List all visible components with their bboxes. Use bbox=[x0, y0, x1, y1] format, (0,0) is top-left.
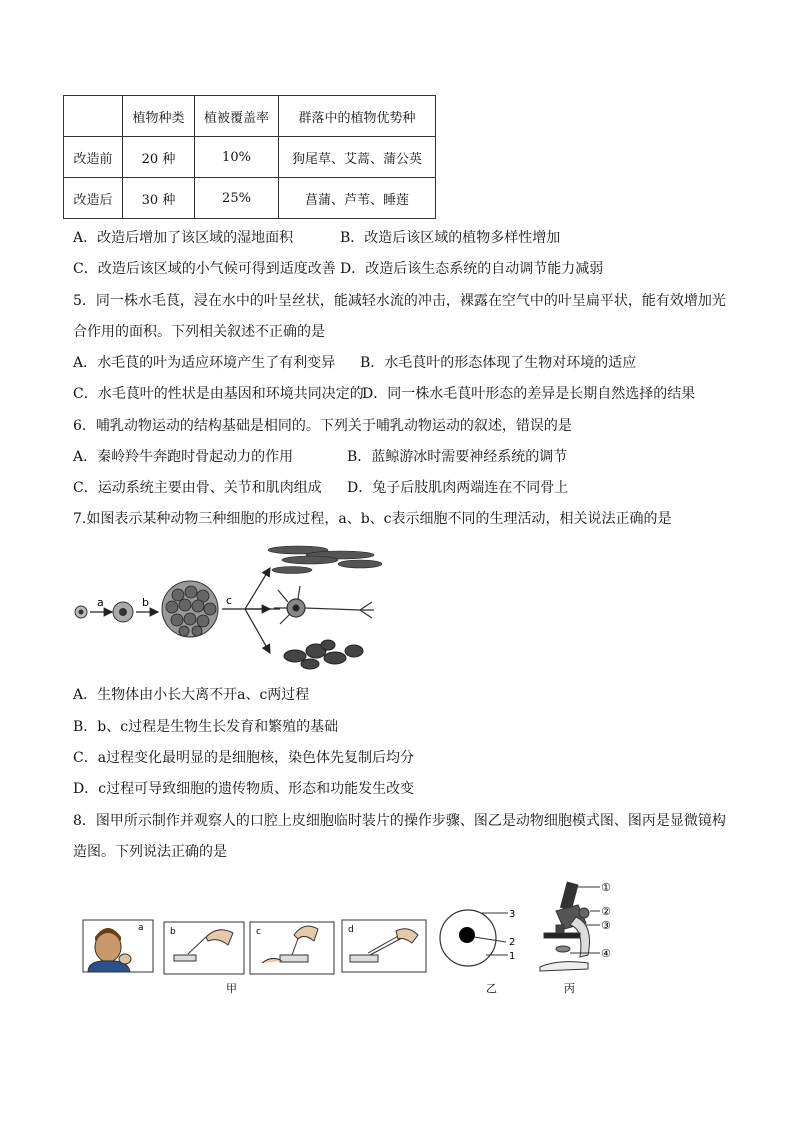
table-row bbox=[64, 137, 436, 178]
table-cell: 菖蒲、芦苇、睡莲 bbox=[279, 178, 436, 219]
table-cell: 狗尾草、艾蒿、蒲公英 bbox=[279, 137, 436, 178]
cell-label-membrane: 3 bbox=[509, 909, 516, 920]
q4-option-d: D．改造后该生态系统的自动调节能力减弱 bbox=[340, 261, 604, 277]
table-header-cell: 群落中的植物优势种 bbox=[279, 96, 436, 137]
arrow-to-blood bbox=[245, 609, 270, 653]
scope-label-mirror: ④ bbox=[601, 947, 611, 960]
q5-stem-line1: 5．同一株水毛茛，浸在水中的叶呈丝状，能减轻水流的冲击，裸露在空气中的叶呈扁平状，能有效增加光 bbox=[73, 293, 726, 309]
svg-text:c: c bbox=[256, 927, 261, 937]
grown-cell-icon bbox=[113, 602, 133, 622]
panel-c bbox=[250, 922, 334, 974]
q7-option-c: C．a过程变化最明显的是细胞核，染色体先复制后均分 bbox=[73, 750, 415, 766]
cell-label-nucleus: 2 bbox=[509, 937, 516, 948]
slide-preparation-figure bbox=[78, 875, 638, 1000]
q4-option-c: C．改造后该区域的小气候可得到适度改善 bbox=[73, 261, 336, 277]
muscle-cells-icon bbox=[268, 546, 382, 574]
label-c: c bbox=[226, 594, 233, 607]
panel-b bbox=[164, 922, 244, 974]
plant-survey-table bbox=[63, 95, 436, 219]
label-yi: 乙 bbox=[486, 982, 497, 995]
q5-option-b: B．水毛茛叶的形态体现了生物对环境的适应 bbox=[360, 355, 637, 371]
cell-label-cytoplasm: 1 bbox=[509, 951, 516, 962]
table-cell: 改造前 bbox=[64, 137, 123, 178]
table-row bbox=[64, 178, 436, 219]
q7-option-d: D．c过程可导致细胞的遗传物质、形态和功能发生改变 bbox=[73, 781, 415, 797]
table-cell: 25% bbox=[195, 178, 279, 219]
label-b: b bbox=[142, 596, 149, 609]
neuron-icon bbox=[274, 586, 374, 624]
q6-option-c: C．运动系统主要由骨、关节和肌肉组成 bbox=[73, 480, 322, 496]
svg-text:d: d bbox=[348, 925, 354, 935]
label-a: a bbox=[97, 596, 104, 609]
q8-stem-line1: 8．图甲所示制作并观察人的口腔上皮细胞临时装片的操作步骤、图乙是动物细胞模式图、图丙是显微镜构 bbox=[73, 813, 726, 829]
q4-option-a: A．改造后增加了该区域的湿地面积 bbox=[73, 230, 294, 246]
table-header-cell bbox=[64, 96, 123, 137]
q5-option-c: C．水毛茛叶的性状是由基因和环境共同决定的 bbox=[73, 386, 364, 402]
label-jia: 甲 bbox=[226, 982, 237, 995]
arrow-to-muscle bbox=[245, 568, 270, 609]
cell-cluster-icon bbox=[162, 581, 218, 637]
q8-stem-line2: 造图。下列说法正确的是 bbox=[73, 844, 227, 860]
svg-text:b: b bbox=[170, 927, 176, 937]
label-bing: 丙 bbox=[564, 982, 575, 995]
q6-option-b: B．蓝鲸游冰时需要神经系统的调节 bbox=[347, 449, 568, 465]
q7-option-a: A．生物体由小长大离不开a、c两过程 bbox=[73, 687, 310, 703]
panel-d bbox=[342, 920, 426, 972]
table-header-row bbox=[64, 96, 436, 137]
table-cell: 改造后 bbox=[64, 178, 123, 219]
panel-a bbox=[83, 920, 153, 972]
microscope-icon bbox=[540, 882, 590, 971]
q7-stem: 7.如图表示某种动物三种细胞的形成过程，a、b、c表示细胞不同的生理活动，相关说法正确的是 bbox=[73, 511, 672, 527]
table-header-cell: 植物种类 bbox=[123, 96, 195, 137]
blood-cells-icon bbox=[284, 640, 363, 669]
q4-option-b: B．改造后该区域的植物多样性增加 bbox=[340, 230, 561, 246]
scope-label-fine: ③ bbox=[601, 919, 611, 932]
table-cell: 30 种 bbox=[123, 178, 195, 219]
table-header-cell: 植被覆盖率 bbox=[195, 96, 279, 137]
q5-option-d: D．同一株水毛茛叶形态的差异是长期自然选择的结果 bbox=[362, 386, 696, 402]
cell-formation-diagram bbox=[60, 538, 390, 673]
scope-label-eyepiece: ① bbox=[601, 881, 611, 894]
scope-label-coarse: ② bbox=[601, 905, 611, 918]
svg-text:a: a bbox=[138, 923, 144, 933]
q7-option-b: B．b、c过程是生物生长发育和繁殖的基础 bbox=[73, 719, 339, 735]
q6-stem: 6．哺乳动物运动的结构基础是相同的。下列关于哺乳动物运动的叙述，错误的是 bbox=[73, 418, 572, 434]
animal-cell-diagram bbox=[440, 909, 515, 966]
q6-option-a: A．秦岭羚牛奔跑时骨起动力的作用 bbox=[73, 449, 294, 465]
table-cell: 20 种 bbox=[123, 137, 195, 178]
table-cell: 10% bbox=[195, 137, 279, 178]
q5-stem-line2: 合作用的面积。下列相关叙述不正确的是 bbox=[73, 324, 325, 340]
single-cell-icon bbox=[75, 606, 87, 618]
q5-option-a: A．水毛茛的叶为适应环境产生了有利变异 bbox=[73, 355, 336, 371]
q6-option-d: D．兔子后肢肌肉两端连在不同骨上 bbox=[347, 480, 569, 496]
